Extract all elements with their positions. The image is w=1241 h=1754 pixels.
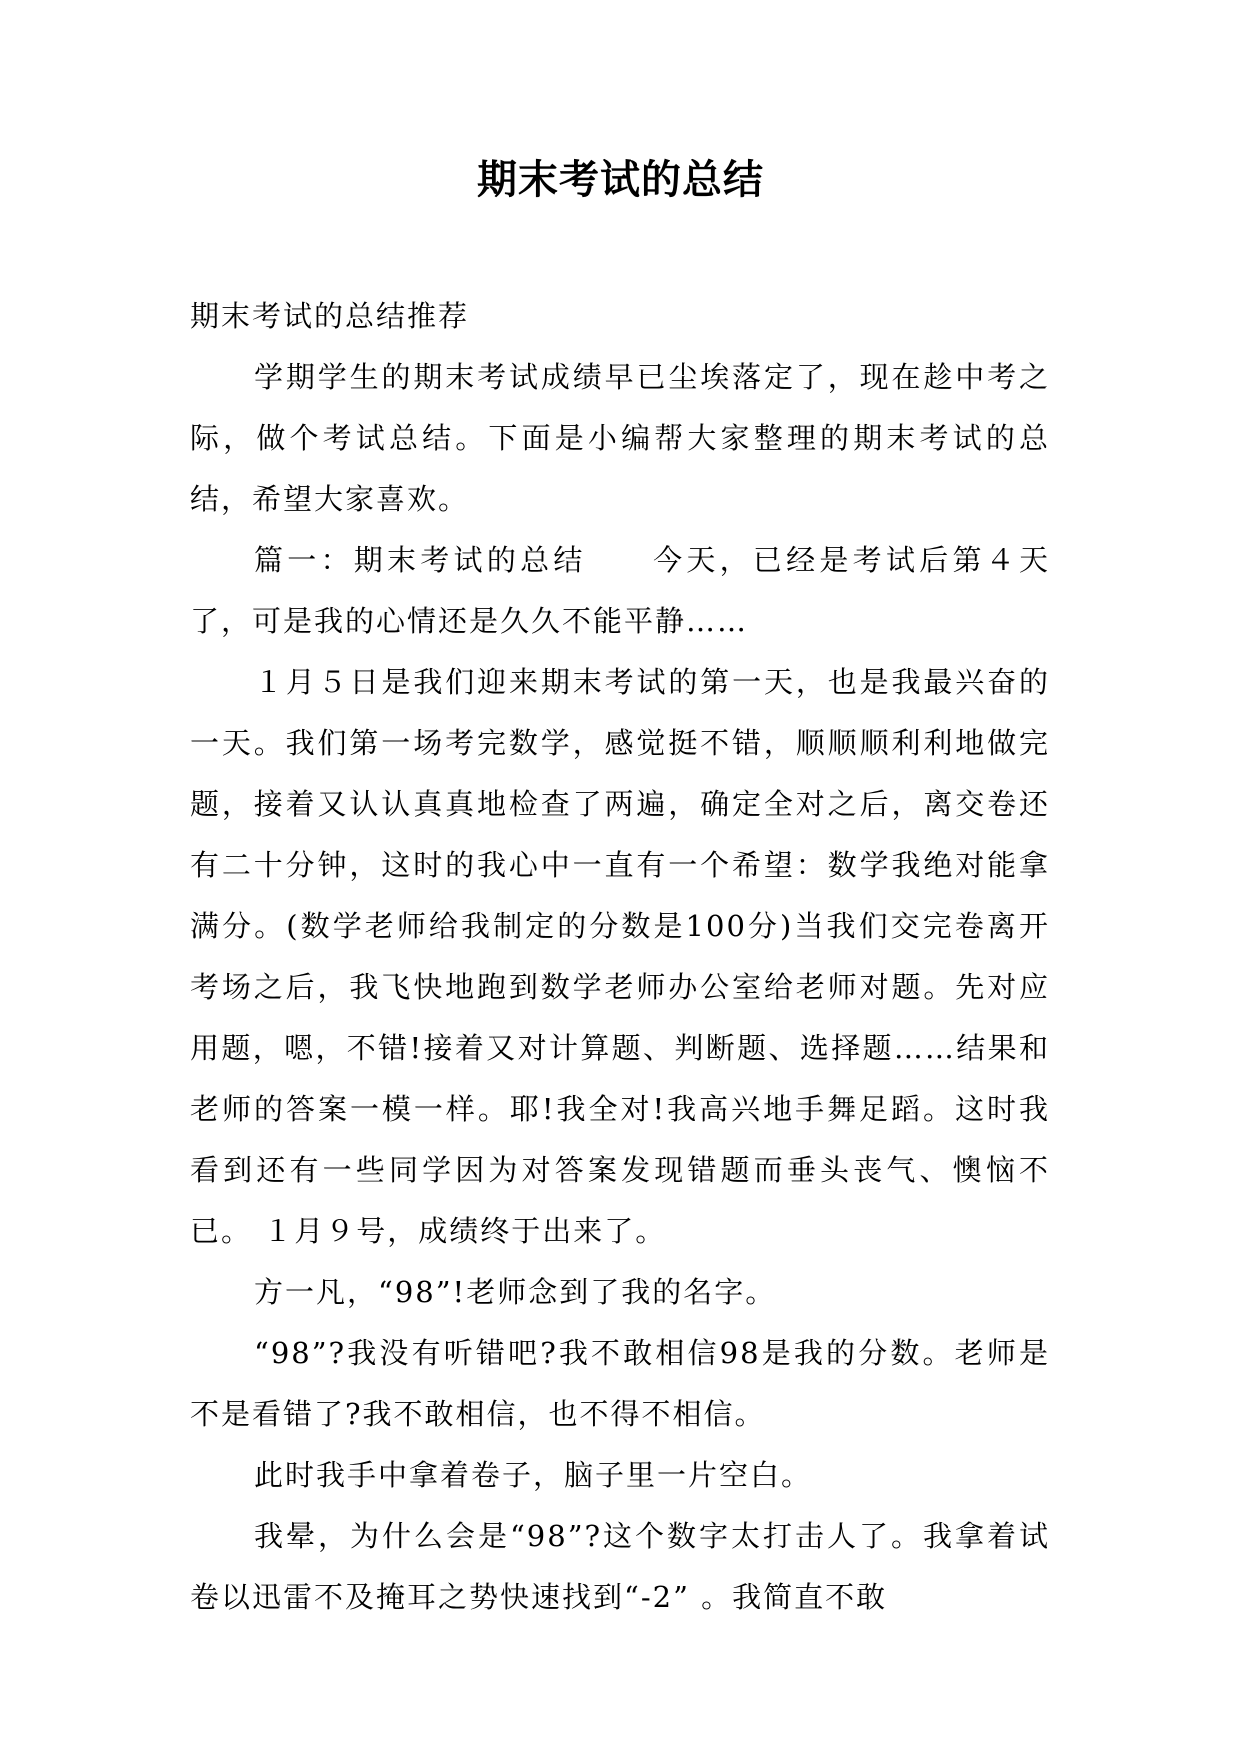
paragraph-exam-day: １月５日是我们迎来期末考试的第一天，也是我最兴奋的一天。我们第一场考完数学，感觉挺不错，顺顺顺利利地做完题，接着又认认真真地检查了两遍，确定全对之后，离交卷还有二十分钟，这时的我心中一直有一个希望：数学我绝对能拿满分。(数学老师给我制定的分数是100分)当我们交完卷离开考场之后，我飞快地跑到数学老师办公室给老师对题。先对应用题，嗯，不错!接着又对计算题、判断题、选择题……结果和老师的答案一模一样。耶!我全对!我高兴地手舞足蹈。这时我看到还有一些同学因为对答案发现错题而垂头丧气、懊恼不已。 １月９号，成绩终于出来了。	[190, 665, 1050, 1248]
paragraph-blank-mind: 此时我手中拿着卷子，脑子里一片空白。	[254, 1458, 813, 1492]
paragraph-disbelief: “98”?我没有听错吧?我不敢相信98是我的分数。老师是不是看错了?我不敢相信，也不得不相信。	[190, 1336, 1050, 1431]
document-body	[190, 286, 1050, 1628]
paragraph-chapter-one: 篇一：期末考试的总结 今天，已经是考试后第４天了，可是我的心情还是久久不能平静……	[190, 543, 1050, 638]
paragraph-teacher-call: 方一凡，“98”!老师念到了我的名字。	[254, 1275, 777, 1309]
document-subtitle: 期末考试的总结推荐	[190, 299, 470, 333]
paragraph-intro: 学期学生的期末考试成绩早已尘埃落定了，现在趁中考之际，做个考试总结。下面是小编帮大家整理的期末考试的总结，希望大家喜欢。	[190, 360, 1050, 516]
paragraph-find-error: 我晕，为什么会是“98”?这个数字太打击人了。我拿着试卷以迅雷不及掩耳之势快速找到“-2” 。我简直不敢	[190, 1519, 1050, 1614]
page-title: 期末考试的总结	[477, 156, 764, 203]
